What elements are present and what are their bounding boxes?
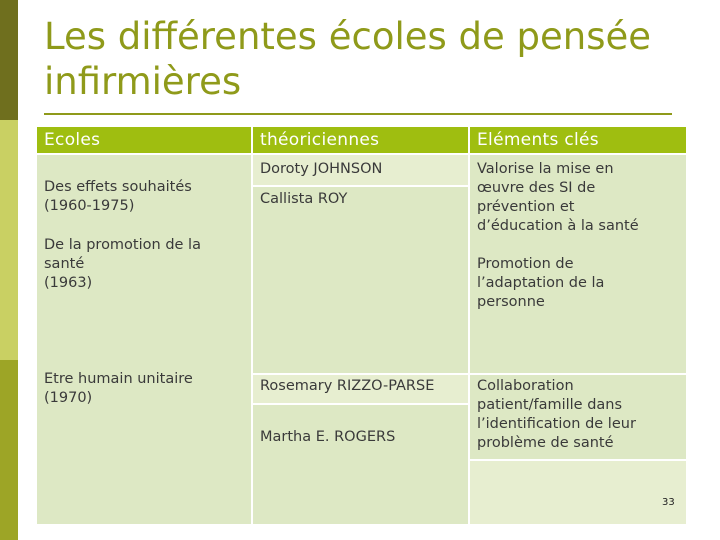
title-underline <box>44 113 672 115</box>
slide-title: Les différentes écoles de pensée infirmières <box>44 15 652 103</box>
ecole-effets-souhaites: Des effets souhaités (1960-1975) <box>44 179 192 214</box>
header-ecoles: Ecoles <box>37 127 251 153</box>
side-bar-light <box>0 120 18 360</box>
side-bar-medium <box>0 360 18 540</box>
ecole-promotion-sante: De la promotion de la santé (1963) <box>44 237 201 291</box>
ecole-etre-humain-unitaire: Etre humain unitaire (1970) <box>44 371 193 406</box>
element-prevention-education: Valorise la mise en œuvre des SI de prévention et d’éducation à la santé <box>477 161 639 234</box>
cell-theoricienne-2 <box>253 187 468 373</box>
page-number: 33 <box>662 497 675 508</box>
header-theoriciennes: théoriciennes <box>253 127 468 153</box>
element-adaptation: Promotion de l’adaptation de la personne <box>477 256 605 310</box>
header-elements-cles: Eléments clés <box>470 127 686 153</box>
theoricienne-roy: Callista ROY <box>260 191 348 207</box>
element-collaboration: Collaboration patient/famille dans l’identification de leur problème de santé <box>477 378 636 451</box>
theoricienne-rogers: Martha E. ROGERS <box>260 429 396 445</box>
cell-theoricienne-4 <box>253 405 468 524</box>
theoricienne-johnson: Doroty JOHNSON <box>260 161 383 177</box>
theoricienne-rizzo-parse: Rosemary RIZZO-PARSE <box>260 378 435 394</box>
side-bar-dark <box>0 0 18 120</box>
cell-elements-3 <box>470 461 686 524</box>
